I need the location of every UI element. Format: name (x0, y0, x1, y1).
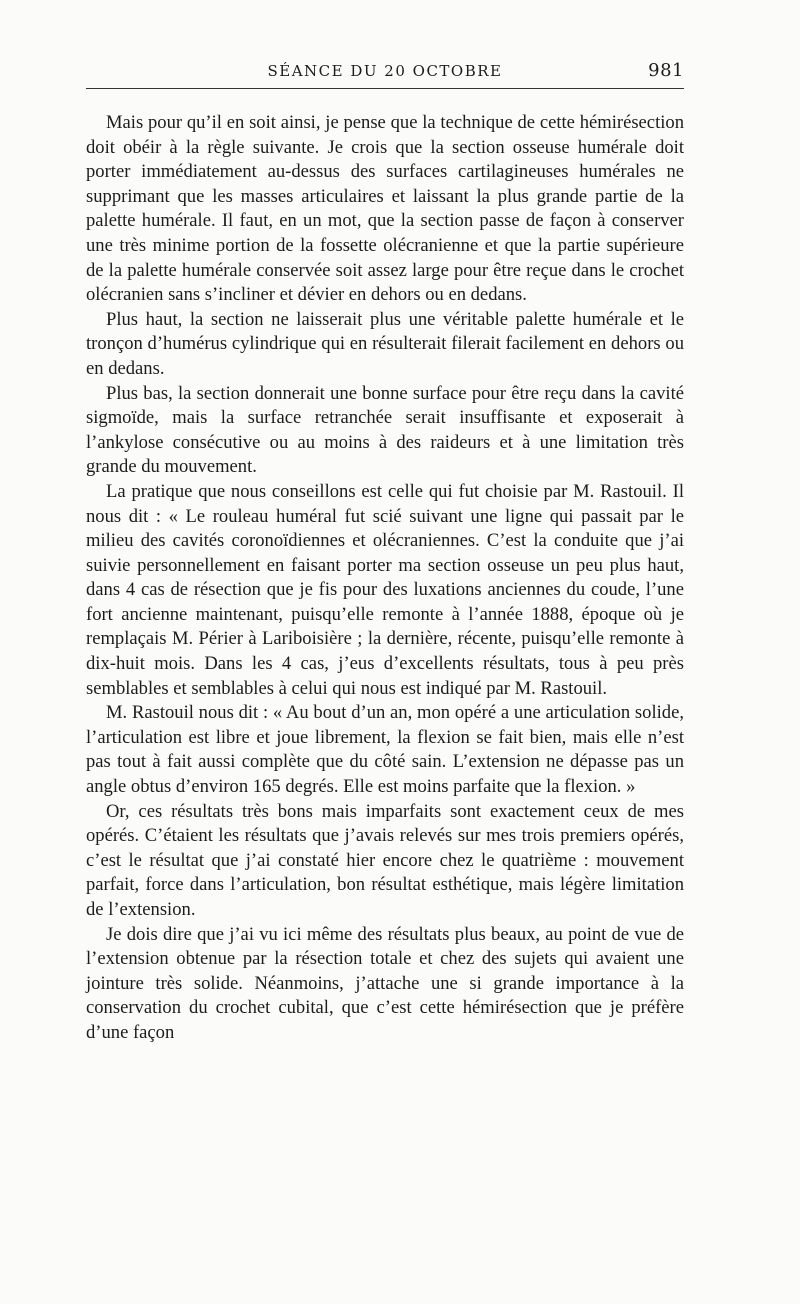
paragraph: Or, ces résultats très bons mais imparfaits sont exactement ceux de mes opérés. C’étaient les résultats que j’avais relevés sur mes trois premiers opérés, c’est le résultat que j’ai constaté hier encore chez le quatrième : mouvement parfait, force dans l’articulation, bon résultat esthétique, mais légère limitation de l’extension. (86, 800, 684, 920)
paragraph: Mais pour qu’il en soit ainsi, je pense que la technique de cette hémirésection doit obéir à la règle suivante. Je crois que la section osseuse humérale doit porter immédiatement au-dessus des surfaces cartilagineuses humérales ne supprimant que les masses articulaires et laissant la plus grande partie de la palette humérale. Il faut, en un mot, que la section passe de façon à conserver une très minime portion de la fossette olécranienne et que la partie supérieure de la palette humérale conservée soit assez large pour être reçue dans le crochet olécranien sans s’incliner et dévier en dehors ou en dedans. (86, 112, 684, 306)
document-page (86, 58, 684, 1046)
paragraph: Plus haut, la section ne laisserait plus une véritable palette humérale et le tronçon d’humérus cylindrique qui en résulterait filerait facilement en dehors ou en dedans. (86, 308, 684, 379)
paragraph: Je dois dire que j’ai vu ici même des résultats plus beaux, au point de vue de l’extension obtenue par la résection totale et chez des sujets qui avaient une jointure très solide. Néanmoins, j’attache une si grande importance à la conservation du crochet cubital, que c’est cette hémirésection que je préfère d’une façon (86, 923, 684, 1043)
body-text (86, 111, 684, 1046)
paragraph: La pratique que nous conseillons est celle qui fut choisie par M. Rastouil. Il nous dit : « Le rouleau huméral fut scié suivant une ligne qui passait par le milieu des cavités coronoïdiennes et olécraniennes. C’est la conduite que j’ai suivie personnellement en faisant porter ma section osseuse un peu plus haut, dans 4 cas de résection que je fis pour des luxations anciennes du coude, l’une fort ancienne maintenant, puisqu’elle remonte à l’année 1888, époque où je remplaçais M. Périer à Lariboisière ; la dernière, récente, puisqu’elle remonte à dix-huit mois. Dans les 4 cas, j’eus d’excellents résultats, tous à peu près semblables et semblables à celui qui nous est indiqué par M. Rastouil. (86, 480, 684, 699)
running-header (86, 58, 684, 89)
paragraph: M. Rastouil nous dit : « Au bout d’un an, mon opéré a une articulation solide, l’articulation est libre et joue librement, la flexion se fait bien, mais elle n’est pas tout à fait aussi complète que du côté sain. L’extension ne dépasse pas un angle obtus d’environ 165 degrés. Elle est moins parfaite que la flexion. » (86, 702, 684, 798)
paragraph: Plus bas, la section donnerait une bonne surface pour être reçu dans la cavité sigmoïde, mais la surface retranchée serait insuffisante et exposerait à l’ankylose consécutive ou au moins à des raideurs et à une limitation très grande du mouvement. (86, 382, 684, 478)
running-title: SÉANCE DU 20 OCTOBRE (267, 62, 503, 80)
page-number: 981 (648, 60, 684, 81)
